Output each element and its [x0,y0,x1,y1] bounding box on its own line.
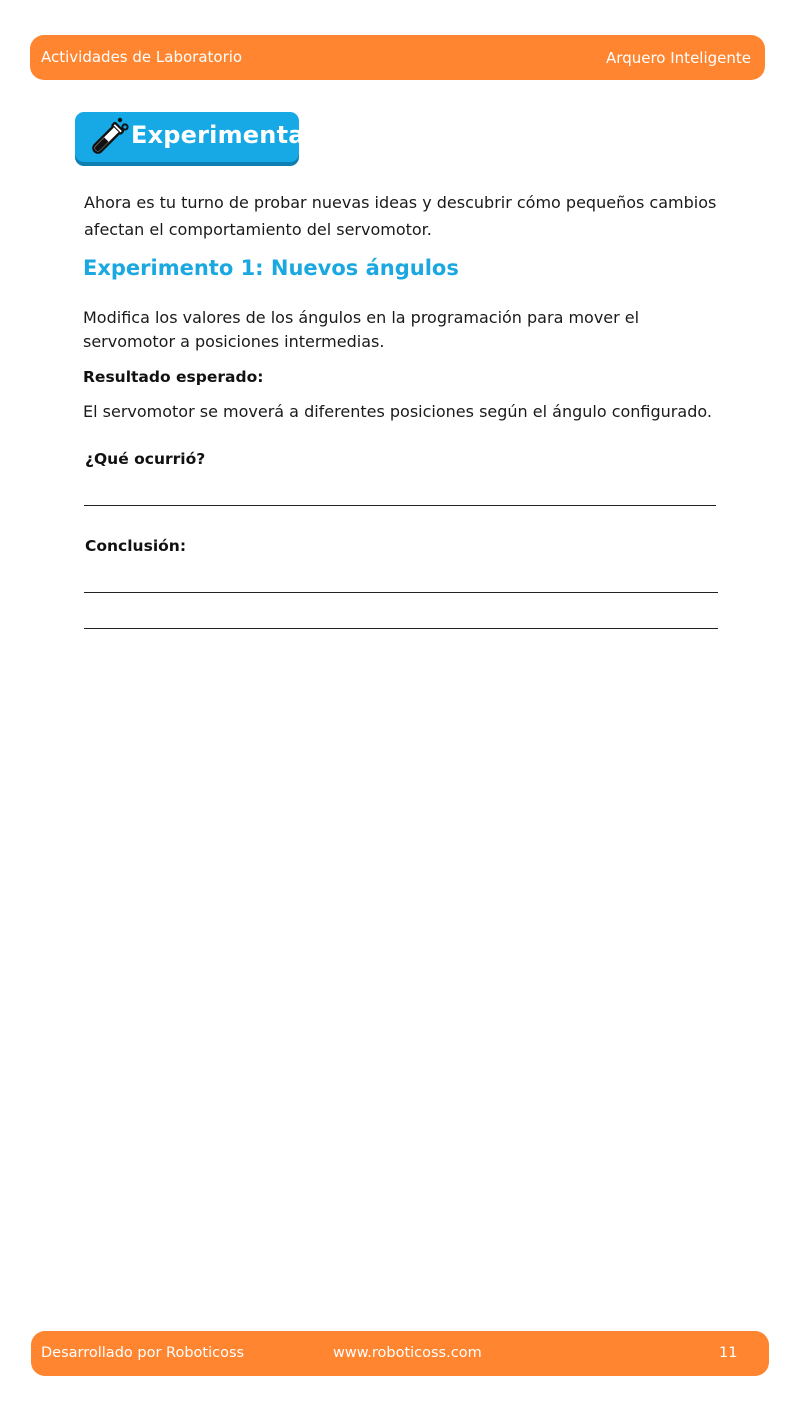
footer-website-link[interactable]: www.roboticoss.com [333,1345,482,1361]
answer-line [84,505,716,506]
conclusion-label: Conclusión: [85,537,187,555]
footer-bar [31,1331,769,1376]
header-section-title: Actividades de Laboratorio [41,48,243,66]
conclusion-line [84,628,718,629]
intro-paragraph: Ahora es tu turno de probar nuevas ideas y descubrir cómo pequeños cambios afectan el comportamiento del servomotor. [84,193,717,239]
header-project-title: Arquero Inteligente [606,49,751,67]
test-tube-icon [81,113,129,161]
experiment-description: Modifica los valores de los ángulos en la programación para mover el servomotor a posiciones intermedias. [83,308,640,351]
expected-result-text: El servomotor se moverá a diferentes posiciones según el ángulo configurado. [83,402,712,421]
page-number: 11 [719,1345,738,1361]
section-badge [75,112,305,162]
section-badge-label: Experimenta [131,121,305,149]
header-bar [30,35,765,80]
expected-result-label: Resultado esperado: [83,368,264,386]
question-label: ¿Qué ocurrió? [85,450,206,468]
conclusion-line [84,592,718,593]
experiment-title: Experimento 1: Nuevos ángulos [83,256,459,280]
footer-credit: Desarrollado por Roboticoss [41,1345,245,1361]
